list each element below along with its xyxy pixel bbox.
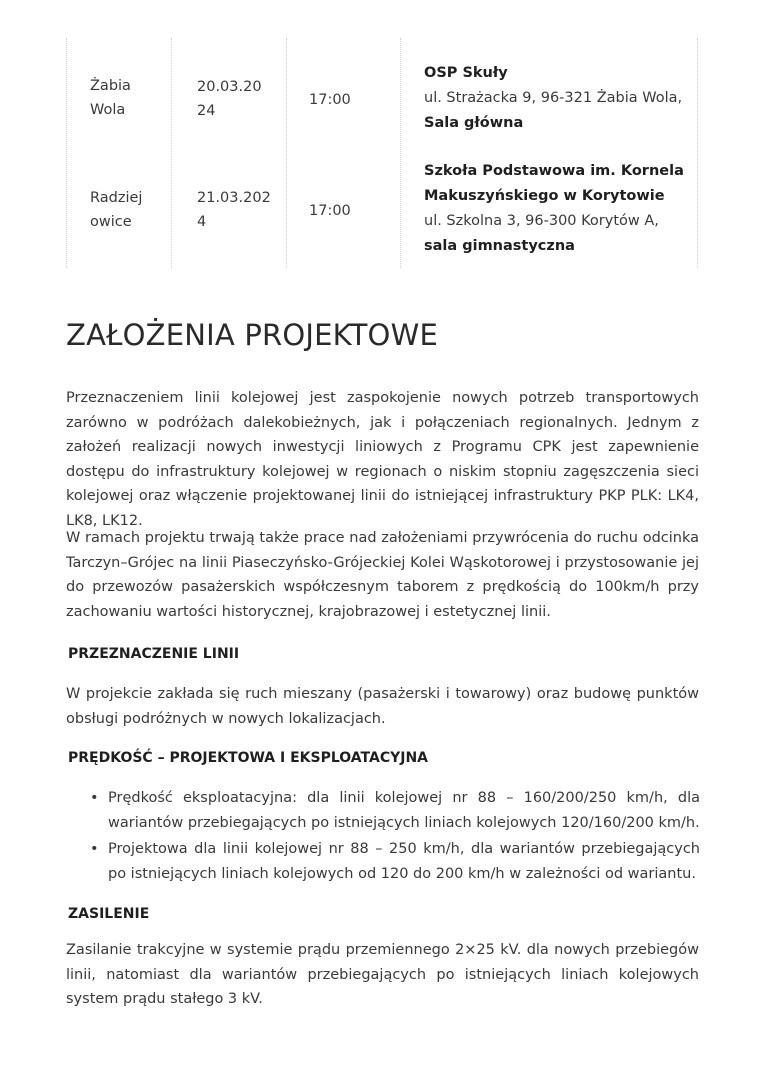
column-divider [66,38,67,268]
table-row-1-municipality: Żabia Wola [90,78,131,118]
venue-room: Sala główna [424,115,524,131]
table-row-2-venue [424,159,684,259]
list-item: • Prędkość eksploatacyjna: dla linii kolejowej nr 88 – 160/200/250 km/h, dla wariantów przebiegających po istniejących liniach kolejowych 120/160/200 km/h. [90,786,700,835]
column-divider [697,38,698,268]
power-text: Zasilanie trakcyjne w systemie prądu przemiennego 2×25 kV. dla nowych przebiegów linii, natomiast dla wariantów przebiegających po istniejących liniach kolejowych system prądu stałego 3 kV. [66,942,699,1007]
speed-list [90,786,700,888]
table-row-2-time: 17:00 [309,203,351,219]
purpose-text: W projekcie zakłada się ruch mieszany (pasażerski i towarowy) oraz budowę punktów obsługi podróżnych w nowych lokalizacjach. [66,686,699,727]
meetings-table [66,38,698,268]
power-heading: ZASILENIE [68,906,150,922]
column-divider [286,38,287,268]
table-row-2-date: 21.03.202 4 [197,190,271,230]
venue-name-line: Makuszyńskiego w Korytowie [424,188,665,204]
table-row-1-time: 17:00 [309,92,351,108]
narrow-gauge-paragraph: W ramach projektu trwają także prace nad założeniami przywrócenia do ruchu odcinka Tarczyn–Grójec na linii Piaseczyńsko-Grójeckiej Kolei Wąskotorowej i przystosowanie jej do przewozów pasażerskich współczesnym taborem z prędkością do 100km/h przy zachowaniu wartości historycznej, krajobrazowej i estetycznej linii. [66,530,699,620]
bullet-icon: • [90,841,99,857]
table-row-1-venue [424,61,682,136]
venue-address: ul. Strażacka 9, 96-321 Żabia Wola, [424,90,683,106]
table-row-2-municipality: Radziej owice [90,190,143,230]
list-item: • Projektowa dla linii kolejowej nr 88 – 250 km/h, dla wariantów przebiegających po istniejących liniach kolejowych od 120 do 200 km/h w zależności od wariantu. [90,837,700,886]
column-divider [171,38,172,268]
intro-paragraph: Przeznaczeniem linii kolejowej jest zaspokojenie nowych potrzeb transportowych zarówno w podróżach dalekobieżnych, jak i połączeniach regionalnych. Jednym z założeń realizacji nowych inwestycji liniowych z Programu CPK jest zapewnienie dostępu do infrastruktury kolejowej w regionach o niskim stopniu zagęszczenia sieci kolejowej oraz włączenie projektowanej linii do istniejącej infrastruktury PKP PLK: LK4, LK8, LK12. [66,390,699,529]
venue-name-line: Szkoła Podstawowa im. Kornela [424,163,684,179]
column-divider [400,38,401,268]
bullet-icon: • [90,790,99,806]
venue-address: ul. Szkolna 3, 96-300 Korytów A, [424,213,659,229]
section-heading: ZAŁOŻENIA PROJEKTOWE [66,318,438,352]
speed-heading: PRĘDKOŚĆ – PROJEKTOWA I EKSPLOATACYJNA [68,750,428,766]
venue-room: sala gimnastyczna [424,238,575,254]
venue-name: OSP Skuły [424,65,508,81]
purpose-heading: PRZEZNACZENIE LINII [68,646,240,662]
table-row-1-date: 20.03.20 24 [197,79,262,119]
